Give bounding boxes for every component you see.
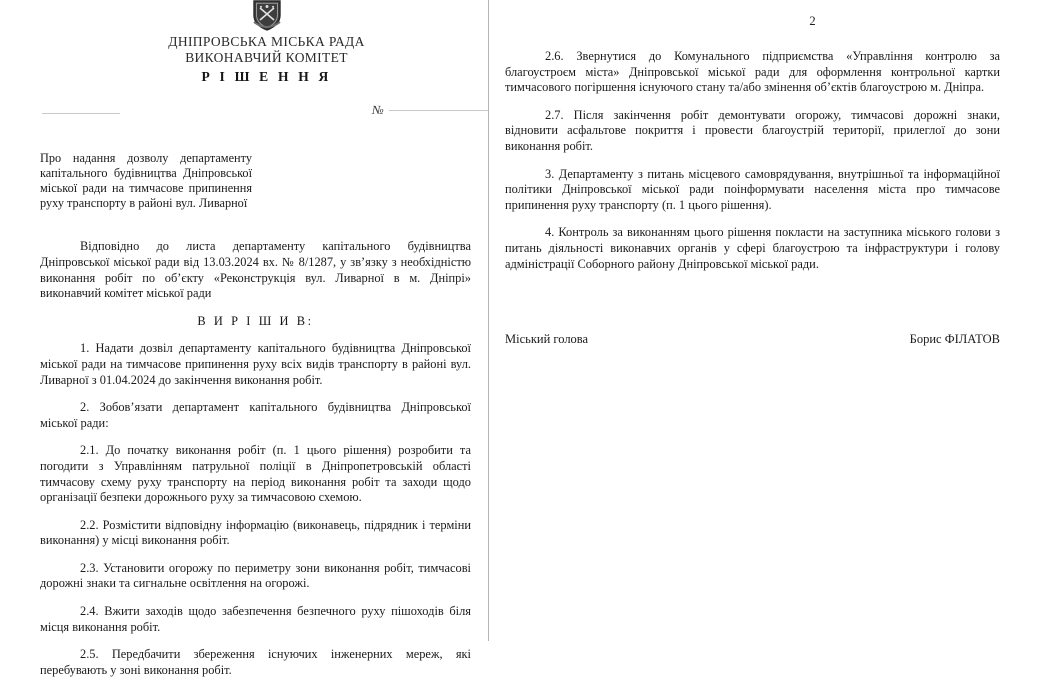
clause-2-1: 2.1. До початку виконання робіт (п. 1 цього рішення) розробити та погодити з Управлінням патрульної поліції в Дніпропетровській області тимчасову схему руху транспорту на період виконання робіт та заходи щодо організації безпеки дорожнього руху за тимчасовою схемою. [40,443,471,505]
document-page-1 [0,0,489,677]
preamble-paragraph: Відповідно до листа департаменту капітального будівництва Дніпровської міської ради від 13.03.2024 вх. № 8/1287, у зв’язку з необхідністю виконання робіт по об’єкту «Реконструкція вул. Ливарної в м. Дніпрі» виконавчий комітет міської ради [40,239,471,301]
document-subject: Про надання дозволу департаменту капітального будівництва Дніпровської міської ради на тимчасове припинення руху транспорту в районі вул. Ливарної [40,151,252,211]
clause-3: 3. Департаменту з питань місцевого самоврядування, внутрішньої та інформаційної політики Дніпровської міської ради поінформувати населення міста про тимчасове припинення руху транспорту (п. 1 цього рішення). [505,166,1000,212]
signatory-name: Борис ФІЛАТОВ [909,332,1000,347]
clause-2-2: 2.2. Розмістити відповідну інформацію (виконавець, підрядник і терміни виконання) у місці виконання робіт. [40,517,471,548]
document-page-2 [489,0,1058,651]
date-number-row [40,95,471,135]
signatory-title: Міський голова [505,332,589,347]
emblem-container [40,0,471,32]
number-group [372,103,489,118]
clause-2-5: 2.5. Передбачити збереження існуючих інженерних мереж, які перебувають у зоні виконання робіт. [40,647,471,677]
document-kind-heading: Р І Ш Е Н Н Я [201,69,332,84]
number-blank-line [389,110,489,111]
page-number: 2 [809,14,816,28]
organization-line-1: ДНІПРОВСЬКА МІСЬКА РАДА [168,34,365,49]
resolve-heading: В И Р І Ш И В: [197,313,314,328]
organization-header [62,34,471,87]
clause-2-7: 2.7. Після закінчення робіт демонтувати огорожу, тимчасові дорожні знаки, відновити асфальтове покриття і провести благоустрій території, прилеглої до зони виконання робіт. [505,107,1000,153]
number-sign-glyph: № [372,103,384,117]
page-gutter-divider [488,0,489,641]
clause-2: 2. Зобов’язати департамент капітального будівництва Дніпровської міської ради: [40,400,471,430]
clause-1: 1. Надати дозвіл департаменту капітального будівництва Дніпровської міської ради на тимчасове припинення руху всіх видів транспорту в районі вул. Ливарної з 01.04.2024 до закінчення виконання робіт. [40,341,471,387]
date-blank-line [42,113,120,114]
clause-2-6: 2.6. Звернутися до Комунального підприємства «Управління контролю за благоустроєм міста» Дніпровської міської ради для оформлення контрольної картки тимчасового погіршення існуючого стану та/або змінення об’єктів благоустрою м. Дніпра. [505,49,1000,95]
clause-2-4: 2.4. Вжити заходів щодо забезпечення безпечного руху пішоходів біля місця виконання робіт. [40,604,471,634]
clause-2-3: 2.3. Установити огорожу по периметру зони виконання робіт, тимчасові дорожні знаки та сигнальне освітлення на огорожі. [40,560,471,591]
clause-4: 4. Контроль за виконанням цього рішення покласти на заступника міського голови з питань діяльності виконавчих органів у сфері благоустрою та інфраструктури і голову адміністрації Соборного району Дніпровської міської ради. [505,225,1000,271]
signature-block [505,332,1000,347]
city-coat-of-arms-icon [250,0,284,32]
organization-line-2: ВИКОНАВЧИЙ КОМІТЕТ [185,49,348,65]
